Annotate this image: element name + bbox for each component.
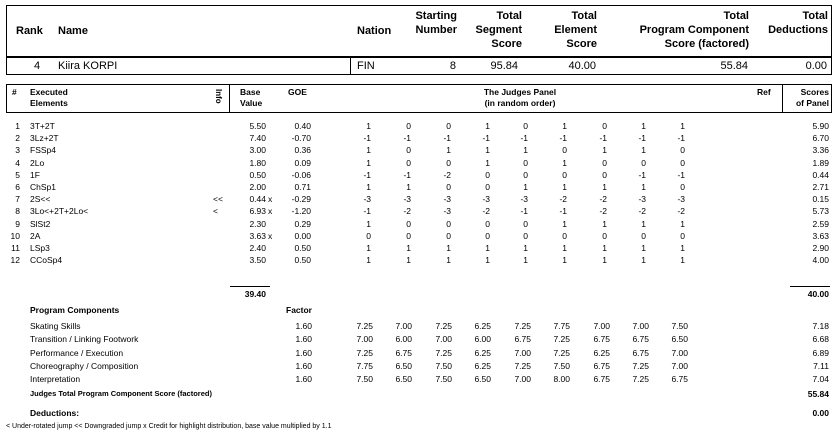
component-judge-mark: 7.00 [395, 321, 412, 331]
judge-mark: 1 [680, 255, 685, 266]
judge-mark: 0 [446, 182, 451, 192]
component-judge-mark: 7.25 [632, 374, 649, 385]
judge-mark: 1 [366, 243, 371, 253]
component-judge-mark: 6.50 [395, 360, 412, 371]
component-judge-mark: 7.25 [435, 347, 452, 358]
judge-mark: 0 [485, 230, 490, 241]
judge-mark: 0 [485, 169, 490, 180]
component-name: Interpretation [30, 374, 81, 385]
component-judge-mark: 6.75 [632, 347, 649, 358]
judge-mark: 0 [446, 230, 451, 241]
skater-name: Kiira KORPI [58, 60, 118, 72]
judge-mark: -1 [443, 133, 451, 144]
element-base-value: 0.44 [249, 194, 266, 205]
judge-mark: 0 [366, 230, 371, 241]
elements-header-num: # [12, 87, 17, 97]
base-value-total: 39.40 [244, 289, 266, 299]
element-panel-score: 0.15 [812, 194, 829, 205]
component-judge-mark: 6.25 [474, 347, 491, 358]
element-panel-score: 4.00 [812, 255, 829, 266]
component-judge-mark: 7.25 [356, 347, 373, 358]
judge-mark: -1 [520, 206, 528, 217]
component-judge-mark: 7.25 [632, 360, 649, 371]
skater-total-deductions: 0.00 [805, 60, 827, 72]
element-number: 8 [15, 206, 20, 217]
element-row [0, 218, 836, 230]
judge-mark: 0 [523, 230, 528, 241]
judge-mark: -3 [443, 194, 451, 205]
judge-mark: 1 [523, 145, 528, 156]
element-number: 1 [15, 121, 20, 131]
component-judge-mark: 6.50 [671, 334, 688, 345]
judge-mark: 1 [562, 157, 567, 168]
element-base-value: 1.80 [249, 157, 266, 168]
component-judge-mark: 6.75 [395, 347, 412, 358]
component-judge-mark: 6.00 [474, 334, 491, 345]
element-goe: 0.36 [294, 145, 311, 156]
component-judge-mark: 6.00 [395, 334, 412, 345]
judge-mark: -1 [403, 169, 411, 180]
component-judge-mark: 7.00 [356, 334, 373, 345]
judge-mark: -1 [363, 169, 371, 180]
judge-mark: 0 [562, 230, 567, 241]
judge-mark: 1 [641, 255, 646, 266]
element-info: < [213, 206, 218, 217]
judge-mark: 0 [562, 169, 567, 180]
judge-mark: 0 [602, 169, 607, 180]
judge-mark: 0 [680, 230, 685, 241]
elements-header-goe: GOE [288, 87, 307, 97]
judge-mark: -3 [638, 194, 646, 205]
header-total-deductions: Total Deductions [768, 10, 828, 36]
element-number: 4 [15, 157, 20, 168]
component-judge-mark: 6.75 [593, 360, 610, 371]
element-panel-score: 2.71 [812, 182, 829, 192]
component-panel-score: 7.11 [813, 360, 829, 371]
component-name: Transition / Linking Footwork [30, 334, 139, 345]
component-judge-mark: 7.50 [671, 321, 688, 331]
judge-mark: 1 [602, 218, 607, 229]
elements-header-divider-2 [782, 84, 783, 113]
judge-mark: 1 [485, 255, 490, 266]
judge-mark: 1 [562, 218, 567, 229]
deductions-label: Deductions: [30, 408, 80, 418]
header-total-pcs: Total Program Component Score (factored) [639, 10, 749, 50]
judge-mark: -3 [482, 194, 490, 205]
header-name: Name [58, 25, 88, 37]
element-number: 11 [11, 243, 20, 253]
elements-header-info: Info [214, 89, 223, 104]
judge-mark: 0 [523, 157, 528, 168]
judge-mark: 1 [485, 243, 490, 253]
element-base-value: 2.40 [249, 243, 266, 253]
element-base-x: x [268, 206, 273, 217]
judge-mark: 1 [446, 145, 451, 156]
judge-mark: 0 [446, 121, 451, 131]
element-goe: 0.09 [294, 157, 311, 168]
component-judge-mark: 7.50 [435, 360, 452, 371]
judge-mark: -2 [403, 206, 411, 217]
judge-mark: 0 [641, 157, 646, 168]
component-panel-score: 7.04 [812, 374, 829, 385]
judge-mark: 0 [406, 121, 411, 131]
element-row [0, 169, 836, 181]
judge-mark: 1 [602, 182, 607, 192]
judge-mark: 1 [366, 182, 371, 192]
element-base-value: 5.50 [249, 121, 266, 131]
judge-mark: 1 [406, 182, 411, 192]
element-panel-score: 5.73 [812, 206, 829, 217]
element-base-x: x [268, 194, 273, 205]
judge-mark: 1 [366, 255, 371, 266]
component-judge-mark: 7.25 [553, 347, 570, 358]
element-name: SlSt2 [30, 218, 51, 229]
skater-rank: 4 [34, 60, 41, 72]
judge-mark: 1 [406, 255, 411, 266]
element-name: 3Lz+2T [30, 133, 59, 144]
skater-total-segment-score: 95.84 [490, 60, 518, 72]
judge-mark: 0 [602, 230, 607, 241]
component-judge-mark: 7.75 [553, 321, 570, 331]
element-panel-score: 3.36 [812, 145, 829, 156]
element-name: ChSp1 [30, 182, 56, 192]
judge-mark: 1 [641, 182, 646, 192]
element-number: 6 [15, 182, 20, 192]
element-row [0, 242, 836, 254]
element-base-x: x [268, 230, 273, 241]
element-panel-score: 3.63 [812, 230, 829, 241]
component-judge-mark: 6.50 [395, 374, 412, 385]
element-name: 3Lo<+2T+2Lo< [30, 206, 89, 217]
judge-mark: 0 [406, 218, 411, 229]
component-judge-mark: 7.75 [356, 360, 373, 371]
component-name: Performance / Execution [30, 347, 124, 358]
element-base-value: 2.00 [249, 182, 266, 192]
component-judge-mark: 7.50 [435, 374, 452, 385]
judge-mark: 1 [446, 243, 451, 253]
element-goe: 0.71 [294, 182, 311, 192]
element-base-value: 6.93 [249, 206, 266, 217]
elements-header-ref: Ref [757, 87, 771, 97]
component-judge-mark: 7.25 [514, 321, 531, 331]
element-base-value: 3.63 [249, 230, 266, 241]
element-base-value: 0.50 [249, 169, 266, 180]
elements-score-total: 40.00 [807, 289, 829, 299]
component-judge-mark: 6.50 [474, 374, 491, 385]
judge-mark: 0 [562, 145, 567, 156]
element-goe: 0.29 [294, 218, 311, 229]
judge-mark: 0 [680, 145, 685, 156]
header-total-element-score: Total Element Score [554, 10, 597, 50]
element-goe: -0.06 [291, 169, 311, 180]
component-row [0, 360, 836, 372]
element-row [0, 254, 836, 266]
elements-header-executed: Executed Elements [30, 87, 68, 108]
element-row [0, 144, 836, 156]
judge-mark: 0 [406, 230, 411, 241]
element-name: 2A [30, 230, 41, 241]
element-row [0, 120, 836, 132]
element-row [0, 157, 836, 169]
judge-mark: -2 [677, 206, 685, 217]
element-base-value: 3.50 [249, 255, 266, 266]
judge-mark: -1 [403, 133, 411, 144]
judge-mark: -1 [559, 133, 567, 144]
judge-mark: -3 [403, 194, 411, 205]
judge-mark: 1 [602, 243, 607, 253]
element-row [0, 193, 836, 205]
judge-mark: 0 [602, 157, 607, 168]
element-base-value: 3.00 [249, 145, 266, 156]
element-name: 3T+2T [30, 121, 55, 131]
elements-header-divider-1 [229, 84, 230, 113]
judge-mark: -1 [599, 133, 607, 144]
judge-mark: 1 [485, 121, 490, 131]
judge-mark: 0 [641, 230, 646, 241]
judge-mark: 1 [366, 157, 371, 168]
judge-mark: 0 [680, 157, 685, 168]
element-goe: 0.50 [294, 255, 311, 266]
judge-mark: -1 [363, 133, 371, 144]
judge-mark: 1 [485, 145, 490, 156]
component-judge-mark: 7.00 [435, 334, 452, 345]
elements-total-rule [230, 286, 270, 287]
judge-mark: -2 [482, 206, 490, 217]
component-factor: 1.60 [295, 321, 312, 331]
components-title: Program Components [30, 305, 120, 315]
judge-mark: 0 [485, 218, 490, 229]
component-judge-mark: 7.00 [514, 347, 531, 358]
element-panel-score: 2.90 [812, 243, 829, 253]
element-number: 2 [15, 133, 20, 144]
judge-mark: 1 [366, 145, 371, 156]
judge-mark: 0 [523, 218, 528, 229]
judge-mark: -2 [599, 206, 607, 217]
judge-mark: 1 [562, 243, 567, 253]
judge-mark: 0 [602, 121, 607, 131]
component-judge-mark: 7.25 [435, 321, 452, 331]
judge-mark: 1 [562, 182, 567, 192]
judge-mark: 1 [641, 218, 646, 229]
element-panel-score: 2.59 [812, 218, 829, 229]
component-judge-mark: 7.00 [671, 347, 688, 358]
summary-divider [350, 57, 351, 75]
judge-mark: -2 [599, 194, 607, 205]
element-panel-score: 0.44 [812, 169, 829, 180]
element-name: FSSp4 [30, 145, 56, 156]
judge-mark: 0 [446, 218, 451, 229]
skater-total-pcs: 55.84 [720, 60, 748, 72]
skater-nation: FIN [357, 60, 375, 72]
component-judge-mark: 7.50 [553, 360, 570, 371]
component-row [0, 333, 836, 345]
judge-mark: 1 [641, 243, 646, 253]
judge-mark: 0 [680, 182, 685, 192]
elements-header-box [6, 84, 832, 113]
pcs-total: 55.84 [807, 389, 829, 399]
component-judge-mark: 6.25 [474, 360, 491, 371]
component-name: Skating Skills [30, 321, 81, 331]
judge-mark: 0 [406, 145, 411, 156]
component-judge-mark: 6.75 [593, 334, 610, 345]
header-nation: Nation [357, 25, 392, 37]
elements-header-panel: The Judges Panel (in random order) [483, 87, 557, 108]
judge-mark: 1 [562, 255, 567, 266]
judge-mark: -1 [520, 133, 528, 144]
components-factor-header: Factor [286, 305, 312, 315]
judge-mark: -3 [520, 194, 528, 205]
element-number: 5 [15, 169, 20, 180]
header-rank: Rank [16, 25, 43, 37]
judge-mark: 1 [366, 218, 371, 229]
judge-mark: -1 [677, 133, 685, 144]
element-base-value: 7.40 [249, 133, 266, 144]
element-goe: 0.50 [294, 243, 311, 253]
judge-mark: -2 [638, 206, 646, 217]
component-judge-mark: 6.75 [632, 334, 649, 345]
element-name: LSp3 [30, 243, 50, 253]
component-row [0, 320, 836, 332]
judge-mark: 1 [366, 121, 371, 131]
judge-mark: 1 [641, 145, 646, 156]
element-panel-score: 5.90 [812, 121, 829, 131]
elements-header-base: Base Value [240, 87, 263, 108]
element-number: 10 [10, 230, 20, 241]
component-factor: 1.60 [295, 347, 312, 358]
judge-mark: 1 [446, 255, 451, 266]
component-judge-mark: 6.25 [593, 347, 610, 358]
element-goe: 0.40 [294, 121, 311, 131]
judge-mark: -1 [363, 206, 371, 217]
component-judge-mark: 6.75 [671, 374, 688, 385]
judge-mark: 0 [446, 157, 451, 168]
element-base-value: 2.30 [249, 218, 266, 229]
element-info: << [213, 194, 223, 205]
component-judge-mark: 6.75 [593, 374, 610, 385]
header-total-segment-score: Total Segment Score [475, 10, 522, 50]
judge-mark: 1 [680, 218, 685, 229]
element-name: CCoSp4 [30, 255, 63, 266]
judge-mark: 1 [602, 145, 607, 156]
judge-mark: 1 [523, 182, 528, 192]
element-panel-score: 1.89 [812, 157, 829, 168]
element-number: 12 [10, 255, 20, 266]
elements-header-scores: Scores of Panel [795, 87, 829, 108]
component-factor: 1.60 [295, 374, 312, 385]
element-row [0, 181, 836, 193]
element-name: 1F [30, 169, 40, 180]
judge-mark: -2 [443, 169, 451, 180]
component-judge-mark: 7.25 [356, 321, 373, 331]
element-goe: 0.00 [294, 230, 311, 241]
component-judge-mark: 7.00 [514, 374, 531, 385]
component-judge-mark: 7.25 [553, 334, 570, 345]
judge-mark: -1 [482, 133, 490, 144]
judge-mark: -3 [443, 206, 451, 217]
judge-mark: 1 [680, 121, 685, 131]
header-starting-number: Starting Number [415, 10, 457, 36]
deductions-total: 0.00 [812, 408, 829, 418]
pcs-total-label: Judges Total Program Component Score (factored) [30, 389, 212, 398]
component-panel-score: 6.68 [812, 334, 829, 345]
judge-mark: 1 [523, 255, 528, 266]
skater-total-element-score: 40.00 [568, 60, 596, 72]
element-name: 2Lo [30, 157, 45, 168]
skater-starting-number: 8 [449, 60, 456, 72]
judge-mark: -2 [559, 194, 567, 205]
element-goe: -0.29 [291, 194, 311, 205]
judge-mark: 0 [485, 182, 490, 192]
element-name: 2S<< [30, 194, 51, 205]
component-judge-mark: 7.25 [514, 360, 531, 371]
component-name: Choreography / Composition [30, 360, 139, 371]
component-judge-mark: 6.25 [474, 321, 491, 331]
component-judge-mark: 7.00 [632, 321, 649, 331]
element-number: 9 [15, 218, 20, 229]
judge-mark: -1 [638, 133, 646, 144]
judge-mark: 1 [523, 243, 528, 253]
judge-mark: 0 [523, 169, 528, 180]
footnote: < Under-rotated jump << Downgraded jump x Credit for highlight distribution, base value multiplied by 1.1 [6, 423, 332, 430]
judge-mark: 0 [406, 157, 411, 168]
judge-mark: -3 [363, 194, 371, 205]
component-row [0, 347, 836, 359]
element-panel-score: 6.70 [812, 133, 829, 144]
judge-mark: 1 [641, 121, 646, 131]
component-judge-mark: 8.00 [553, 374, 570, 385]
judge-mark: 0 [523, 121, 528, 131]
component-judge-mark: 7.00 [593, 321, 610, 331]
element-number: 3 [15, 145, 20, 156]
element-row [0, 205, 836, 217]
component-factor: 1.60 [295, 360, 312, 371]
judge-mark: -3 [677, 194, 685, 205]
component-panel-score: 7.18 [812, 321, 829, 331]
judge-mark: 1 [602, 255, 607, 266]
component-row [0, 373, 836, 385]
judge-mark: 1 [562, 121, 567, 131]
component-factor: 1.60 [295, 334, 312, 345]
judge-mark: -1 [638, 169, 646, 180]
judge-mark: -1 [559, 206, 567, 217]
element-goe: -1.20 [291, 206, 311, 217]
judge-mark: -1 [677, 169, 685, 180]
component-panel-score: 6.89 [812, 347, 829, 358]
judge-mark: 1 [680, 243, 685, 253]
component-judge-mark: 6.75 [514, 334, 531, 345]
element-row [0, 132, 836, 144]
element-number: 7 [15, 194, 20, 205]
component-judge-mark: 7.50 [356, 374, 373, 385]
judge-mark: 1 [406, 243, 411, 253]
judge-mark: 1 [485, 157, 490, 168]
component-judge-mark: 7.00 [671, 360, 688, 371]
element-goe: -0.70 [291, 133, 311, 144]
elements-score-total-rule [790, 286, 830, 287]
element-row [0, 230, 836, 242]
